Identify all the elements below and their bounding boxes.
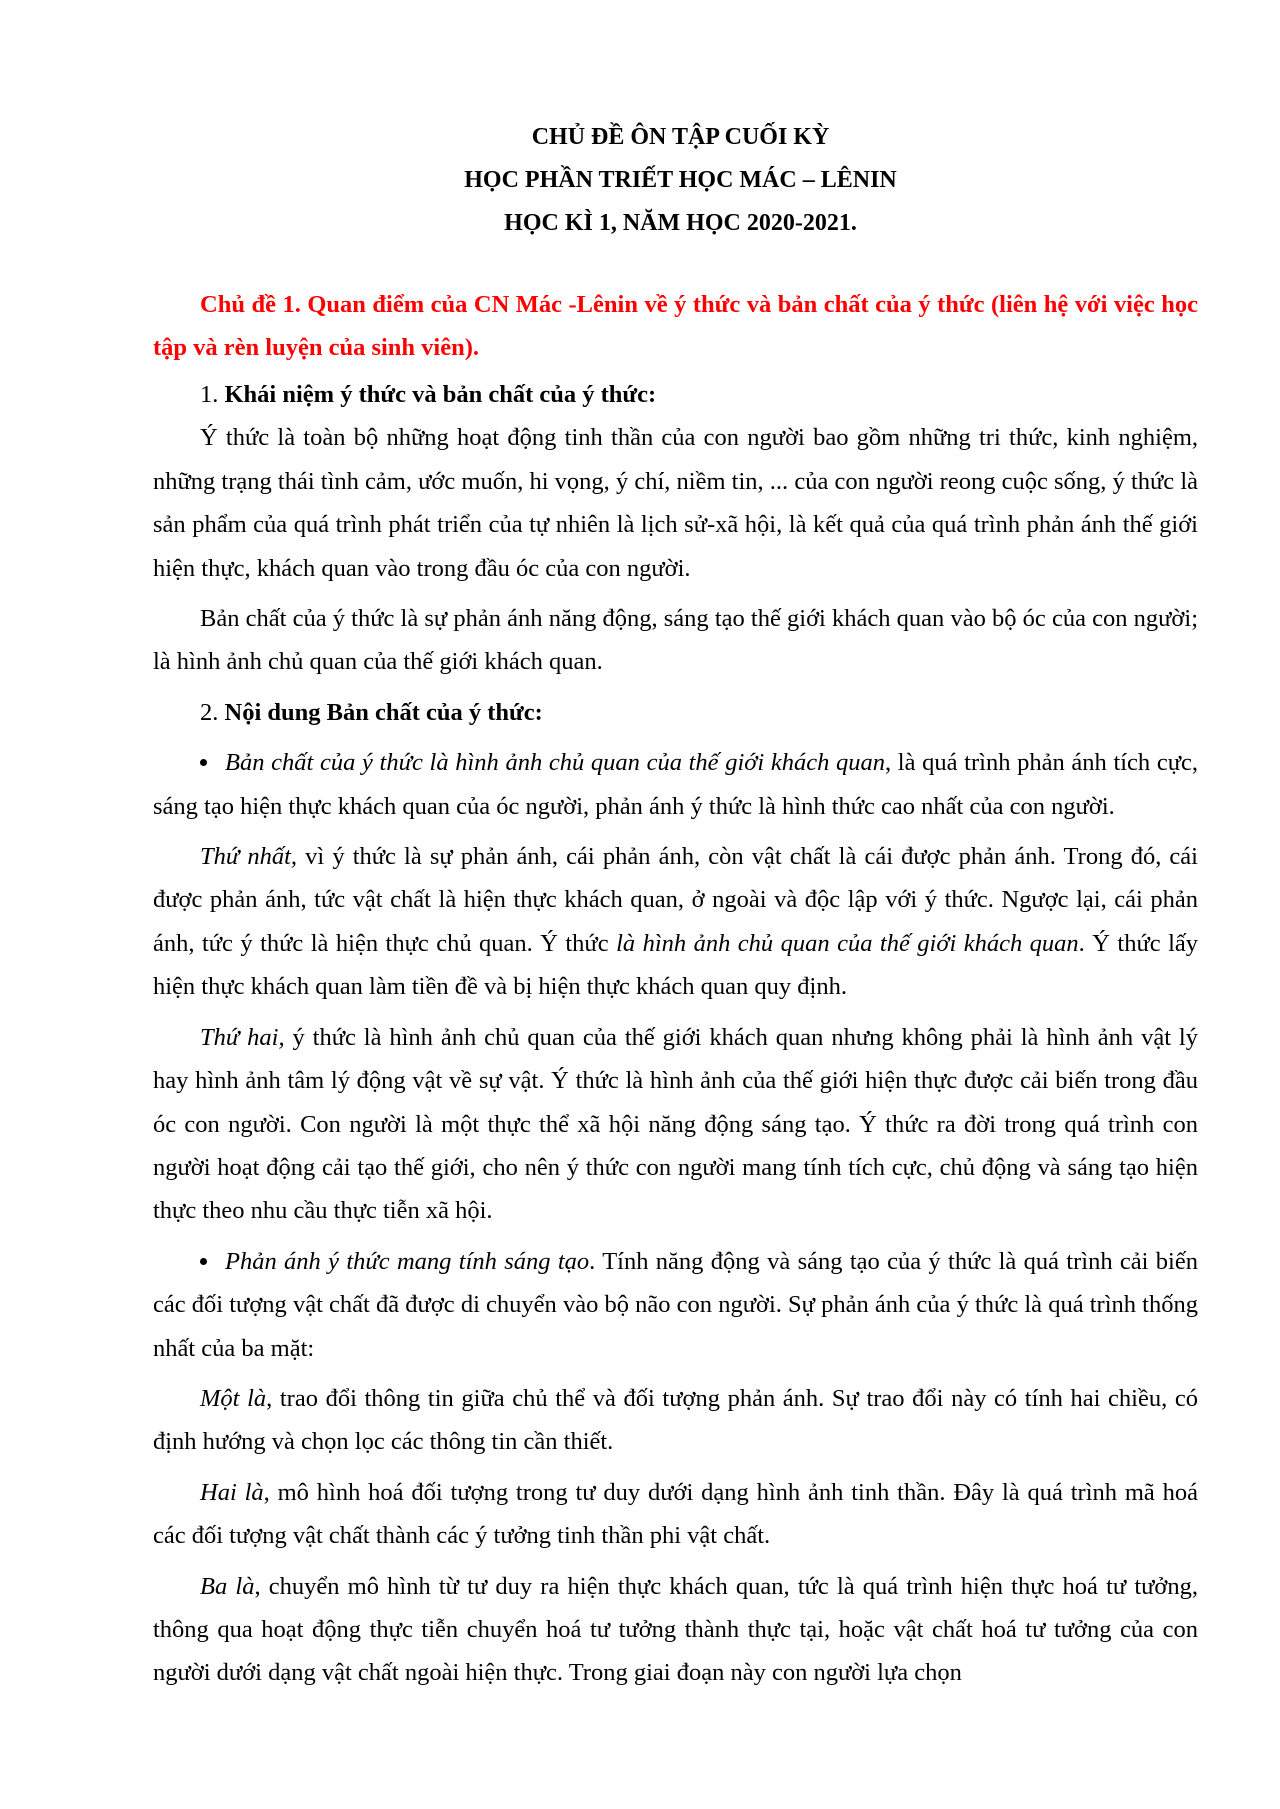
bullet-icon <box>200 759 207 766</box>
title-line-1: CHỦ ĐỀ ÔN TẬP CUỐI KỲ <box>531 124 830 150</box>
section-2-number: 2. <box>200 698 225 726</box>
paragraph-three-lead: Ba là <box>200 1572 255 1600</box>
section-2-heading <box>153 691 1198 734</box>
title-block <box>153 116 1198 245</box>
bullet-2-text: . Tính năng động và sáng tạo của ý thức là quá trình cải biến các đối tượng vật chất đã được di chuyển vào bộ não con người. Sự phản ánh của ý thức là quá trình thống nhất của ba mặt: <box>153 1247 1198 1362</box>
bullet-icon <box>200 1258 207 1265</box>
section-2-title: Nội dung Bản chất của ý thức: <box>224 698 543 726</box>
paragraph-three <box>153 1565 1198 1695</box>
paragraph-second-lead: Thứ hai, <box>200 1023 285 1051</box>
paragraph-definition: Ý thức là toàn bộ những hoạt động tinh thần của con người bao gồm những tri thức, kinh nghiệm, những trạng thái tình cảm, ước muốn, hi vọng, ý chí, niềm tin, ... của con người reong cuộc sống, ý thức là sản phẩm của quá trình phát triển của tự nhiên là lịch sử-xã hội, là kết quả của quá trình phản ánh thế giới hiện thực, khách quan vào trong đầu óc của con người. <box>153 424 1198 582</box>
title-line-2: HỌC PHẦN TRIẾT HỌC MÁC – LÊNIN <box>464 167 897 193</box>
paragraph-second <box>153 1016 1198 1233</box>
section-1-number: 1. <box>200 381 225 408</box>
paragraph-first-text: vì ý thức là sự phản ánh, cái phản ánh, còn vật chất là cái được phản ánh. Trong đó, cái được phản ánh, tức vật chất là hiện thực khách quan, ở ngoài và độc lập với ý thức. Ngược lại, cái phản ánh, tức ý thức là hiện thực chủ quan. Ý thức <box>153 843 1198 957</box>
bullet-2-italic: Phản ánh ý thức mang tính sáng tạo <box>225 1247 590 1275</box>
title-line-3: HỌC KÌ 1, NĂM HỌC 2020-2021. <box>504 210 857 236</box>
bullet-1-italic: Bản chất của ý thức là hình ảnh chủ quan của thế giới khách quan <box>225 749 885 777</box>
paragraph-two-text: , mô hình hoá đối tượng trong tư duy dưới dạng hình ảnh tinh thần. Đây là quá trình mã hoá các đối tượng vật chất thành các ý tưởng tinh thần phi vật chất. <box>153 1478 1198 1550</box>
paragraph-one <box>153 1377 1198 1464</box>
bullet-1-text: , là quá trình phản ánh tích cực, sáng tạo hiện thực khách quan của óc người, phản ánh ý thức là hình thức cao nhất của con người. <box>153 749 1199 820</box>
section-1-heading <box>153 373 1198 416</box>
paragraph-three-text: , chuyển mô hình từ tư duy ra hiện thực khách quan, tức là quá trình hiện thực hoá tư tưởng, thông qua hoạt động thực tiễn chuyển hoá tư tưởng thành thực tại, hoặc vật chất hoá tư tưởng của con người dưới dạng vật chất ngoài hiện thực. Trong giai đoạn này con người lựa chọn <box>153 1572 1198 1687</box>
paragraph-second-text: ý thức là hình ảnh chủ quan của thế giới khách quan nhưng không phải là hình ảnh vật lý hay hình ảnh tâm lý động vật về sự vật. Ý thức là hình ảnh của thế giới hiện thực được cải biến trong đầu óc con người. Con người là một thực thể xã hội năng động sáng tạo. Ý thức ra đời trong quá trình con người hoạt động cải tạo thế giới, cho nên ý thức con người mang tính tích cực, chủ động và sáng tạo hiện thực theo nhu cầu thực tiễn xã hội. <box>153 1023 1198 1225</box>
section-1-title: Khái niệm ý thức và bản chất của ý thức: <box>224 381 657 408</box>
bullet-item-2 <box>153 1240 1198 1370</box>
paragraph-first <box>153 835 1198 1009</box>
topic-heading: Chủ đề 1. Quan điểm của CN Mác -Lênin về ý thức và bản chất của ý thức (liên hệ với việc học tập và rèn luyện của sinh viên). <box>153 291 1198 361</box>
paragraph-first-text-2: . Ý thức lấy hiện thực khách quan làm tiền đề và bị hiện thực khách quan quy định. <box>153 929 1199 1001</box>
bullet-item-1 <box>153 741 1198 828</box>
paragraph-one-text: , trao đổi thông tin giữa chủ thể và đối tượng phản ánh. Sự trao đổi này có tính hai chiều, có định hướng và chọn lọc các thông tin cần thiết. <box>153 1384 1198 1456</box>
paragraph-first-italic: là hình ảnh chủ quan của thế giới khách quan <box>616 929 1079 957</box>
paragraph-essence: Bản chất của ý thức là sự phản ánh năng động, sáng tạo thế giới khách quan vào bộ óc của con người; là hình ảnh chủ quan của thế giới khách quan. <box>153 605 1198 676</box>
paragraph-two <box>153 1471 1198 1558</box>
paragraph-one-lead: Một là <box>200 1384 267 1412</box>
paragraph-first-lead: Thứ nhất, <box>200 843 298 871</box>
paragraph-two-lead: Hai là <box>200 1478 264 1506</box>
